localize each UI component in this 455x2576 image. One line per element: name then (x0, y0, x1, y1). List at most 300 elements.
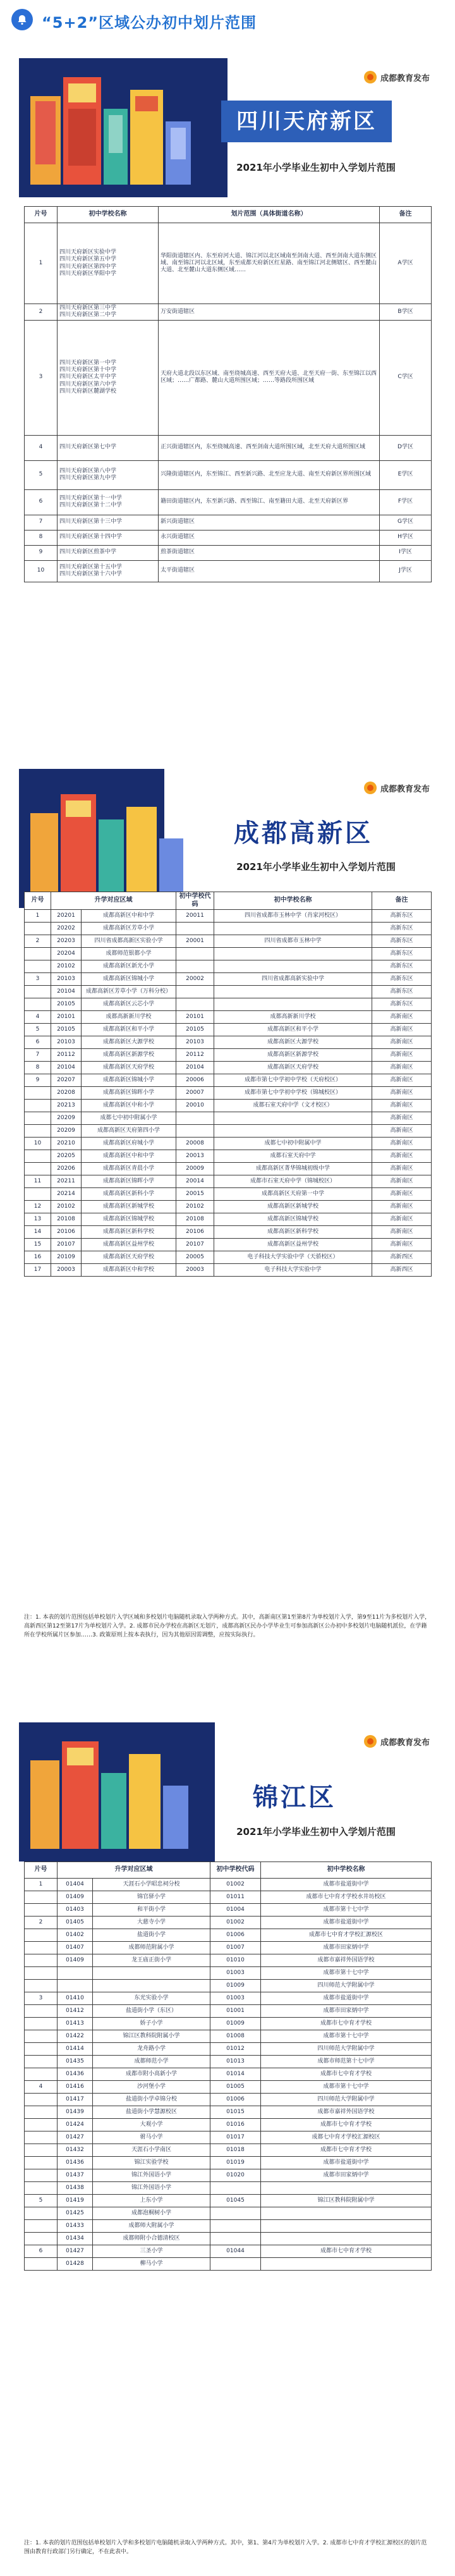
table-row (25, 2106, 432, 2119)
col-header: 片号 (25, 1862, 58, 1879)
table-cell (176, 960, 214, 973)
books-illustration-icon (30, 71, 201, 185)
table-cell: C学区 (380, 320, 432, 435)
table-cell: 01013 (210, 2056, 261, 2068)
table-row (25, 2182, 432, 2195)
table-cell (25, 1163, 51, 1175)
table-cell: 成都高新区新城学校 (214, 1201, 372, 1213)
brand-name: 成都教育发布 (380, 1738, 430, 1748)
table-row (25, 1226, 432, 1239)
table-cell: 01409 (58, 1891, 93, 1904)
table-cell: 成都高新区和平小学 (82, 1024, 176, 1036)
table-cell: 四川师范大学附属中学 (261, 2043, 432, 2056)
table-cell: 01005 (210, 2081, 261, 2094)
table-cell: 20202 (51, 923, 82, 935)
table-row (25, 460, 432, 489)
section-jinjiang (0, 1705, 455, 2576)
table-cell: 成都市七中育才学校 (261, 2245, 432, 2258)
table-cell: 01010 (210, 1954, 261, 1967)
table-row (25, 1163, 432, 1175)
table-cell: 01014 (210, 2068, 261, 2081)
table-cell: 20109 (51, 1251, 82, 1264)
table-cell (93, 1967, 210, 1980)
table-cell (214, 1112, 372, 1125)
table-cell: 01427 (58, 2131, 93, 2144)
table-cell: 20108 (51, 1213, 82, 1226)
table-cell: 20011 (176, 910, 214, 923)
table-cell: 四川省成都市玉林中学 (214, 935, 372, 948)
table-row (25, 1942, 432, 1954)
table-cell: 01424 (58, 2119, 93, 2131)
table-row (25, 320, 432, 435)
table-cell: 20101 (176, 1011, 214, 1024)
table-cell: 20101 (51, 1011, 82, 1024)
table-cell: 成都石室天府中学 (214, 1150, 372, 1163)
table-row (25, 1125, 432, 1138)
table-cell: 4 (25, 2081, 58, 2094)
table-cell: 驸马小学 (93, 2131, 210, 2144)
table-row (25, 2169, 432, 2182)
table-cell: 成都市第七中学初中学校（天府校区） (214, 1074, 372, 1087)
table-row (25, 1112, 432, 1125)
table-cell: 成都市第十七中学 (261, 1904, 432, 1917)
table-cell: 高新东区 (372, 923, 432, 935)
table-cell: 01020 (210, 2169, 261, 2182)
table-cell: 20207 (51, 1074, 82, 1087)
table-row (25, 2005, 432, 2018)
col-header: 片号 (25, 207, 58, 223)
table-cell: 盐道街小学卓锦分校 (93, 2094, 210, 2106)
table-cell: 20104 (176, 1062, 214, 1074)
table-cell: 上东小学 (93, 2195, 210, 2207)
table-cell (25, 948, 51, 960)
table-row (25, 1967, 432, 1980)
table-row (25, 2043, 432, 2056)
col-header: 初中学校代码 (210, 1862, 261, 1879)
table-row (25, 2081, 432, 2094)
table-row (25, 1954, 432, 1967)
table-cell (25, 2056, 58, 2068)
table-cell: 成都高新区益州学校 (82, 1239, 176, 1251)
table-cell: 5 (25, 2195, 58, 2207)
table-cell: 20104 (51, 986, 82, 998)
table-cell: 成都高新区新科学校 (214, 1226, 372, 1239)
table-cell: 01407 (58, 1942, 93, 1954)
table-row (25, 2131, 432, 2144)
table-cell: 成都高新区中和学校 (82, 1264, 176, 1277)
table-row (25, 935, 432, 948)
table-cell: 20102 (51, 1201, 82, 1213)
table-cell: 8 (25, 530, 58, 545)
table-cell: 成都高新区云芯小学 (82, 998, 176, 1011)
table-cell: 01414 (58, 2043, 93, 2056)
table-cell: 成都市田家炳中学 (261, 2169, 432, 2182)
table-cell: 盐道街小学（东区） (93, 2005, 210, 2018)
table-cell: 成都高新区锦城小学 (82, 1074, 176, 1087)
table-cell: 沙河堡小学 (93, 2081, 210, 2094)
table-cell: F学区 (380, 489, 432, 515)
table-cell: J学区 (380, 560, 432, 582)
table-cell: 01410 (58, 1992, 93, 2005)
table-cell: 01403 (58, 1904, 93, 1917)
section-subtitle: 2021年小学毕业生初中入学划片范围 (236, 861, 396, 873)
table-cell: 成都市田家炳中学 (261, 2005, 432, 2018)
table-row (25, 1929, 432, 1942)
table-cell: 成都师范小学 (93, 2056, 210, 2068)
table-cell: 1 (25, 1879, 58, 1891)
table-cell: 01009 (210, 2018, 261, 2030)
table-cell: 01409 (58, 1954, 93, 1967)
table-cell: 01016 (210, 2119, 261, 2131)
table-cell: 天涯石小学昭忠祠分校 (93, 1879, 210, 1891)
table-cell: 13 (25, 1213, 51, 1226)
table-cell: 20005 (176, 1251, 214, 1264)
table-cell: 20009 (176, 1163, 214, 1175)
table-cell (210, 2233, 261, 2245)
table-cell (25, 2106, 58, 2119)
table-cell: 01006 (210, 1929, 261, 1942)
table-cell: 01422 (58, 2030, 93, 2043)
table-row (25, 1891, 432, 1904)
books-illustration-icon (30, 782, 201, 895)
table-cell: 01413 (58, 2018, 93, 2030)
table-cell: 高新东区 (372, 986, 432, 998)
table-cell: 20103 (51, 1036, 82, 1049)
table-cell: 20203 (51, 935, 82, 948)
table-cell: 20002 (176, 973, 214, 986)
table-cell: 成都市七中育才学校 (261, 2018, 432, 2030)
table-cell: 成都七中初中附属小学 (82, 1112, 176, 1125)
table-row (25, 960, 432, 973)
table-cell (214, 923, 372, 935)
table-cell: 成都市附小高新小学 (93, 2068, 210, 2081)
table-cell: 高新南区 (372, 1011, 432, 1024)
table-cell: 1 (25, 223, 58, 304)
table-cell: 16 (25, 1251, 51, 1264)
table-row (25, 973, 432, 986)
table-row (25, 998, 432, 1011)
table-cell (25, 998, 51, 1011)
table-cell: 四川天府新区第十三中学 (58, 515, 159, 530)
table-row (25, 304, 432, 321)
table-cell: 成都高新区青晨小学 (82, 1163, 176, 1175)
table-cell: 成都高新区锦城小学 (82, 973, 176, 986)
table-cell: 成都市七中育才学校水井坊校区 (261, 1891, 432, 1904)
table-cell: 电子科技大学实验中学（天骄校区） (214, 1251, 372, 1264)
table-cell: B学区 (380, 304, 432, 321)
col-header: 初中学校名称 (214, 892, 372, 910)
section-subtitle: 2021年小学毕业生初中入学划片范围 (236, 1826, 396, 1837)
table-cell: 三圣小学 (93, 2245, 210, 2258)
table-row (25, 1024, 432, 1036)
table-row (25, 2018, 432, 2030)
table-cell: 20014 (176, 1175, 214, 1188)
table-cell (25, 1188, 51, 1201)
table-cell: 20007 (176, 1087, 214, 1100)
table-cell (214, 960, 372, 973)
table-cell: 01045 (210, 2195, 261, 2207)
table-cell: 成都高新区大源学校 (82, 1036, 176, 1049)
table-cell: 成都高新区新源学校 (214, 1049, 372, 1062)
table-cell: 01437 (58, 2169, 93, 2182)
table-cell (25, 2258, 58, 2271)
table-row (25, 530, 432, 545)
district-title: 四川天府新区 (221, 101, 392, 142)
table-cell: 4 (25, 435, 58, 460)
district-title: 锦江区 (253, 1783, 336, 1812)
table-row (25, 1175, 432, 1188)
table-cell: 20209 (51, 1125, 82, 1138)
table-cell: 20003 (176, 1264, 214, 1277)
col-header: 初中学校名称 (261, 1862, 432, 1879)
table-cell (25, 2005, 58, 2018)
table-cell: 成都市七中育才学校汇源校区 (261, 1929, 432, 1942)
table-cell: 龙舟路小学 (93, 2043, 210, 2056)
table-cell: 6 (25, 489, 58, 515)
table-cell: 高新东区 (372, 935, 432, 948)
table-cell: 20204 (51, 948, 82, 960)
table-cell: 成都泡桐树小学 (93, 2207, 210, 2220)
table-cell: 01012 (210, 2043, 261, 2056)
table-cell: 成都高新区中和中学 (82, 1150, 176, 1163)
table-cell: 高新南区 (372, 1049, 432, 1062)
bell-icon (11, 9, 33, 30)
table-cell: 01417 (58, 2094, 93, 2106)
table-row (25, 2220, 432, 2233)
table-cell: 新兴街道辖区 (159, 515, 380, 530)
table-cell (210, 2258, 261, 2271)
table-cell: 成都高新区中和小学 (82, 1100, 176, 1112)
table-cell: 高新南区 (372, 1226, 432, 1239)
table-cell: 成都市师范第十七中学 (261, 2056, 432, 2068)
table-cell (261, 2220, 432, 2233)
table-cell: 成都市七中育才学校 (261, 2068, 432, 2081)
table-cell: 成都师范银都小学 (82, 948, 176, 960)
table-cell: 14 (25, 1226, 51, 1239)
table-cell (25, 1904, 58, 1917)
table-cell: 四川师范大学附属中学 (261, 1980, 432, 1992)
hero-banner (0, 751, 455, 903)
table-cell: 成都市第十七中学 (261, 2081, 432, 2094)
table-cell: 成都高新区新科学校 (82, 1226, 176, 1239)
table-cell: 成都师大附属小学 (93, 2220, 210, 2233)
table-cell: 01007 (210, 1942, 261, 1954)
table-row (25, 1904, 432, 1917)
col-header: 升学对应区域 (51, 892, 176, 910)
table-cell: 01003 (210, 1992, 261, 2005)
table-cell: 01003 (210, 1967, 261, 1980)
brand-logo-icon (364, 71, 377, 83)
table-cell: 01006 (210, 2094, 261, 2106)
table-row (25, 1062, 432, 1074)
table-cell: 高新南区 (372, 1239, 432, 1251)
table-cell: 高新东区 (372, 948, 432, 960)
gaoxin-table (24, 892, 432, 1277)
table-row (25, 515, 432, 530)
table-cell: 盐道街小学 (93, 1929, 210, 1942)
table-cell: 柳马小学 (93, 2258, 210, 2271)
table-cell: 01402 (58, 1929, 93, 1942)
table-cell (93, 1980, 210, 1992)
table-cell: 成都市第十七中学 (261, 2030, 432, 2043)
table-cell: 10 (25, 560, 58, 582)
table-cell: 成都市盐道街中学 (261, 2157, 432, 2169)
table-cell: 成都高新区新科小学 (82, 1188, 176, 1201)
table-cell: 01436 (58, 2157, 93, 2169)
table-cell: 成都高新区天府第一中学 (214, 1188, 372, 1201)
table-cell: 东光实验小学 (93, 1992, 210, 2005)
table-cell (25, 2131, 58, 2144)
table-cell: 大慈寺小学 (93, 1917, 210, 1929)
table-cell: 成都高新区大源学校 (214, 1036, 372, 1049)
table-cell: 20210 (51, 1138, 82, 1150)
col-header: 升学对应区域 (58, 1862, 210, 1879)
col-header: 初中学校名称 (58, 207, 159, 223)
table-cell: 2 (25, 1917, 58, 1929)
table-cell (25, 2030, 58, 2043)
table-row (25, 1188, 432, 1201)
table-cell: 01416 (58, 2081, 93, 2094)
table-cell: 20107 (176, 1239, 214, 1251)
brand-logo-icon (364, 782, 377, 794)
table-cell (25, 1891, 58, 1904)
table-cell: 2 (25, 304, 58, 321)
table-row (25, 1201, 432, 1213)
table-cell: 四川省成都高新区实验小学 (82, 935, 176, 948)
table-cell: 01044 (210, 2245, 261, 2258)
table-cell: 成都市第七中学初中学校（锦城校区） (214, 1087, 372, 1100)
table-cell: 成都高新区新源学校 (82, 1049, 176, 1062)
table-cell: 01432 (58, 2144, 93, 2157)
table-cell: 成都师范附属小学 (93, 1942, 210, 1954)
district-title: 成都高新区 (234, 819, 373, 848)
table-cell: 成都市盐道街中学 (261, 1879, 432, 1891)
table-cell: 20105 (51, 1024, 82, 1036)
table-cell (25, 1087, 51, 1100)
table-cell: 20102 (51, 960, 82, 973)
table-cell (25, 1150, 51, 1163)
table-row (25, 2056, 432, 2068)
table-cell: 20108 (176, 1213, 214, 1226)
table-cell: 6 (25, 2245, 58, 2258)
table-cell: 高新南区 (372, 1138, 432, 1150)
table-cell: 01425 (58, 2207, 93, 2220)
table-cell: 锦江区教科院附属小学 (93, 2030, 210, 2043)
table-row (25, 1036, 432, 1049)
table-row (25, 2195, 432, 2207)
col-header: 初中学校代码 (176, 892, 214, 910)
table-cell: 成都高新区新城学校 (82, 1201, 176, 1213)
col-header: 片号 (25, 892, 51, 910)
jinjiang-table (24, 1861, 432, 2271)
page-header (0, 0, 455, 40)
table-cell: 成都市嘉祥外国语学校 (261, 1954, 432, 1967)
table-cell: 20105 (176, 1024, 214, 1036)
table-cell: 20208 (51, 1087, 82, 1100)
table-cell: 7 (25, 1049, 51, 1062)
table-cell: 和平街小学 (93, 1904, 210, 1917)
table-cell: 成都高新区中和中学 (82, 910, 176, 923)
table-row (25, 1213, 432, 1226)
table-row (25, 2068, 432, 2081)
table-cell: 锦官驿小学 (93, 1891, 210, 1904)
table-cell: 高新南区 (372, 1062, 432, 1074)
table-cell: 01404 (58, 1879, 93, 1891)
table-cell: 锦江实验学校 (93, 2157, 210, 2169)
table-cell: 成都高新区菁华锦城初级中学 (214, 1163, 372, 1175)
table-cell: 11 (25, 1175, 51, 1188)
table-cell: 四川天府新区实验中学 四川天府新区第五中学 四川天府新区第四中学 四川天府新区华阳中学 (58, 223, 159, 304)
table-cell: 20103 (176, 1036, 214, 1049)
table-cell: 成都高新区府城小学 (82, 1138, 176, 1150)
table-cell: 四川天府新区第一中学 四川天府新区第十中学 四川天府新区太平中学 四川天府新区第六中学 四川天府新区麓湖学校 (58, 320, 159, 435)
table-cell: 四川天府新区煎茶中学 (58, 545, 159, 560)
table-row (25, 2030, 432, 2043)
table-cell (261, 2207, 432, 2220)
table-cell: 20010 (176, 1100, 214, 1112)
table-cell (25, 2182, 58, 2195)
page-title: “5+2”区域公办初中划片范围 (42, 14, 257, 32)
table-cell: 01002 (210, 1879, 261, 1891)
brand-logo (364, 71, 430, 83)
table-cell (210, 2207, 261, 2220)
table-cell (25, 2043, 58, 2056)
table-cell: 大观小学 (93, 2119, 210, 2131)
table-cell: 01001 (210, 2005, 261, 2018)
table-cell: 成都市盐道街中学 (261, 1992, 432, 2005)
table-cell: 高新南区 (372, 1125, 432, 1138)
table-row (25, 2157, 432, 2169)
table-cell: 成都市七中育才学校 (261, 2119, 432, 2131)
table-row (25, 1917, 432, 1929)
table-cell: 20102 (176, 1201, 214, 1213)
table-cell: 成都高新区锦晖小学 (82, 1087, 176, 1100)
table-cell: 20013 (176, 1150, 214, 1163)
table-cell: 01419 (58, 2195, 93, 2207)
table-cell: 12 (25, 1201, 51, 1213)
table-cell: 成都高新区益州学校 (214, 1239, 372, 1251)
table-cell (25, 1954, 58, 1967)
table-cell: 成都七中育才学校汇源校区 (261, 2131, 432, 2144)
table-cell (25, 1942, 58, 1954)
table-cell: 四川省成都高新实验中学 (214, 973, 372, 986)
table-cell: 20104 (51, 1062, 82, 1074)
table-cell: 高新南区 (372, 1112, 432, 1125)
table-cell: 高新东区 (372, 998, 432, 1011)
table-cell: 成都高新区天府第四小学 (82, 1125, 176, 1138)
table-row (25, 1879, 432, 1891)
table-cell: 5 (25, 1024, 51, 1036)
table-cell: 01015 (210, 2106, 261, 2119)
table-cell: 01019 (210, 2157, 261, 2169)
table-cell: 高新南区 (372, 1087, 432, 1100)
table-cell: 5 (25, 460, 58, 489)
table-cell (214, 986, 372, 998)
table-cell: 20214 (51, 1188, 82, 1201)
table-cell: 成都高新区和平小学 (214, 1024, 372, 1036)
section-gaoxin (0, 751, 455, 1682)
table-cell: 20001 (176, 935, 214, 948)
table-cell: 成都高新区锦城学校 (214, 1213, 372, 1226)
table-cell: 高新南区 (372, 1163, 432, 1175)
table-row (25, 1239, 432, 1251)
table-cell: 成都七中初中附属中学 (214, 1138, 372, 1150)
table-cell: 20106 (51, 1226, 82, 1239)
table-cell: 太平街道辖区 (159, 560, 380, 582)
table-cell (25, 2068, 58, 2081)
table-cell (176, 986, 214, 998)
table-cell (58, 1980, 93, 1992)
